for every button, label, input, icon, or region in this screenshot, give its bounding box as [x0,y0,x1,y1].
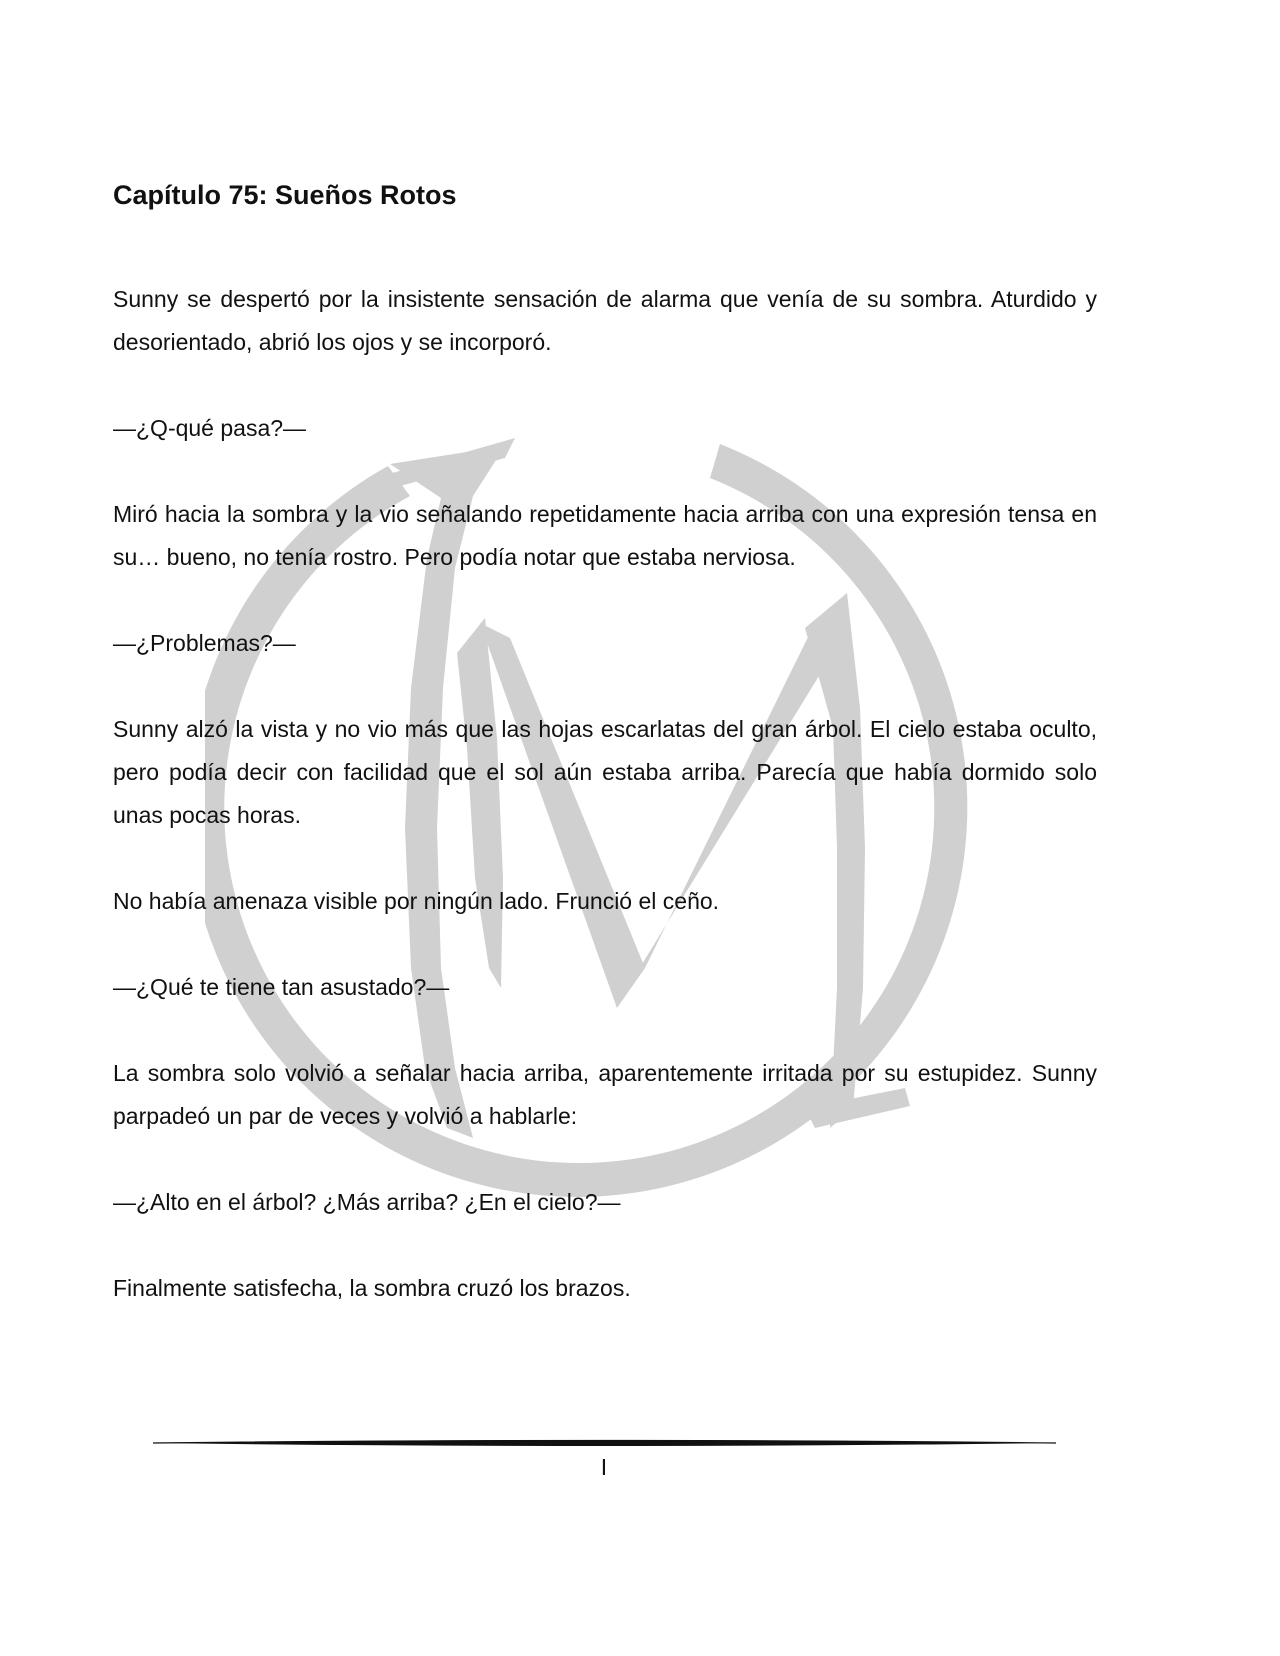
dialogue-line: —¿Alto en el árbol? ¿Más arriba? ¿En el cielo?— [113,1189,621,1215]
page-number: I [600,1454,608,1480]
dialogue-line: —¿Problemas?— [113,630,296,656]
chapter-body [113,278,1097,1353]
paragraph: Sunny alzó la vista y no vio más que las hojas escarlatas del gran árbol. El cielo estaba oculto, pero podía decir con facilidad que el sol aún estaba arriba. Parecía que había dormido solo unas pocas horas. [113,716,1097,828]
dialogue-line: —¿Qué te tiene tan asustado?— [113,974,450,1000]
paragraph: Sunny se despertó por la insistente sensación de alarma que venía de su sombra. Aturdido y desorientado, abrió los ojos y se incorporó. [113,286,1097,355]
paragraph: La sombra solo volvió a señalar hacia arriba, aparentemente irritada por su estupidez. Sunny parpadeó un par de veces y volvió a hablarle: [113,1060,1097,1129]
paragraph: Finalmente satisfecha, la sombra cruzó los brazos. [113,1275,631,1301]
dialogue-line: —¿Q-qué pasa?— [113,415,307,441]
paragraph: Miró hacia la sombra y la vio señalando repetidamente hacia arriba con una expresión tensa en su… bueno, no tenía rostro. Pero podía notar que estaba nerviosa. [113,501,1097,570]
chapter-title: Capítulo 75: Sueños Rotos [113,180,457,210]
paragraph: No había amenaza visible por ningún lado. Frunció el ceño. [113,888,720,914]
footer-divider [153,1437,1056,1449]
